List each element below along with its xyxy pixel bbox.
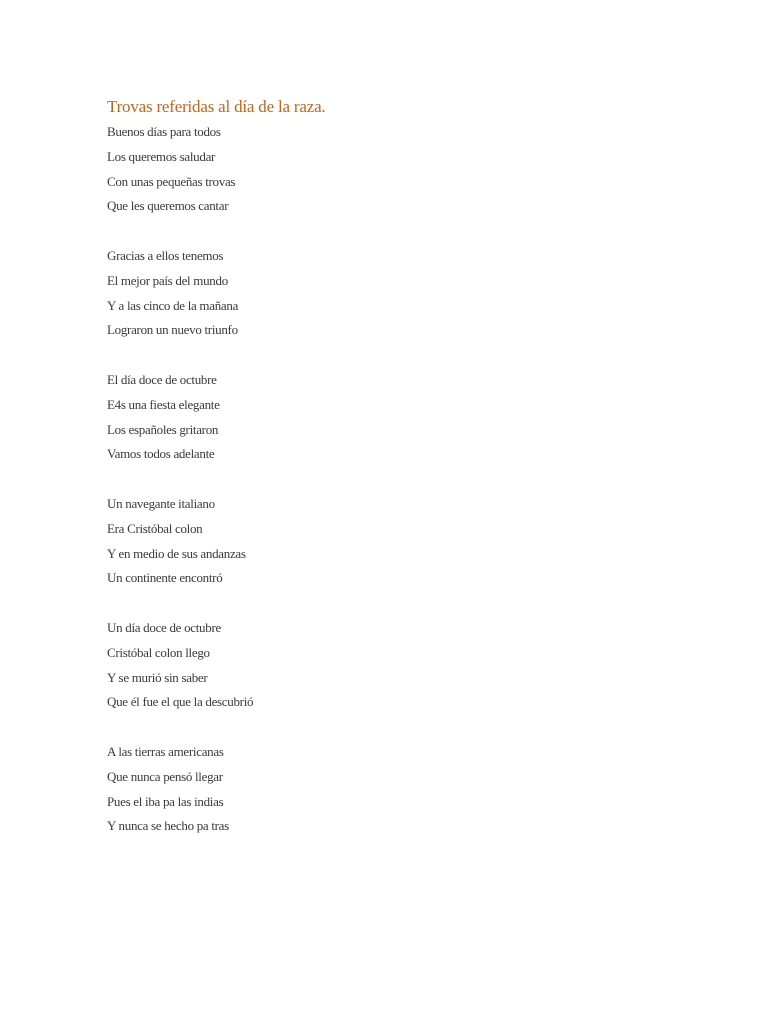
verse-line: Los españoles gritaron — [107, 421, 219, 437]
stanza-5 — [107, 616, 707, 715]
verse-line: Lograron un nuevo triunfo — [107, 322, 238, 338]
verse-line: Con unas pequeñas trovas — [107, 173, 236, 189]
verse-line: Pues el iba pa las indias — [107, 793, 224, 809]
verse-line: Era Cristóbal colon — [107, 520, 203, 536]
verse-line: Un continente encontró — [107, 570, 223, 586]
stanza-3 — [107, 368, 707, 467]
verse-line: A las tierras americanas — [107, 743, 224, 759]
verse-line: Que les queremos cantar — [107, 198, 229, 214]
verse-line: Que él fue el que la descubrió — [107, 694, 254, 710]
stanza-6 — [107, 740, 707, 839]
verse-line: Y en medio de sus andanzas — [107, 545, 246, 561]
verse-line: Los queremos saludar — [107, 148, 216, 164]
verse-line: Buenos días para todos — [107, 124, 221, 139]
stanza-1 — [107, 120, 707, 219]
document-page — [107, 96, 707, 864]
verse-line: El día doce de octubre — [107, 371, 217, 387]
verse-line: Y nunca se hecho pa tras — [107, 818, 229, 834]
verse-line: Gracias a ellos tenemos — [107, 247, 224, 263]
stanza-2 — [107, 244, 707, 343]
verse-line: Un día doce de octubre — [107, 619, 221, 635]
document-title: Trovas referidas al día de la raza. — [107, 97, 326, 116]
verse-line: Vamos todos adelante — [107, 446, 215, 462]
verse-line: E4s una fiesta elegante — [107, 396, 220, 412]
stanza-4 — [107, 492, 707, 591]
verse-line: Un navegante italiano — [107, 495, 215, 511]
verse-line: El mejor país del mundo — [107, 272, 228, 288]
verse-line: Cristóbal colon llego — [107, 644, 210, 660]
verse-line: Y a las cinco de la mañana — [107, 297, 239, 313]
verse-line: Que nunca pensó llegar — [107, 768, 223, 784]
verse-line: Y se murió sin saber — [107, 669, 208, 685]
